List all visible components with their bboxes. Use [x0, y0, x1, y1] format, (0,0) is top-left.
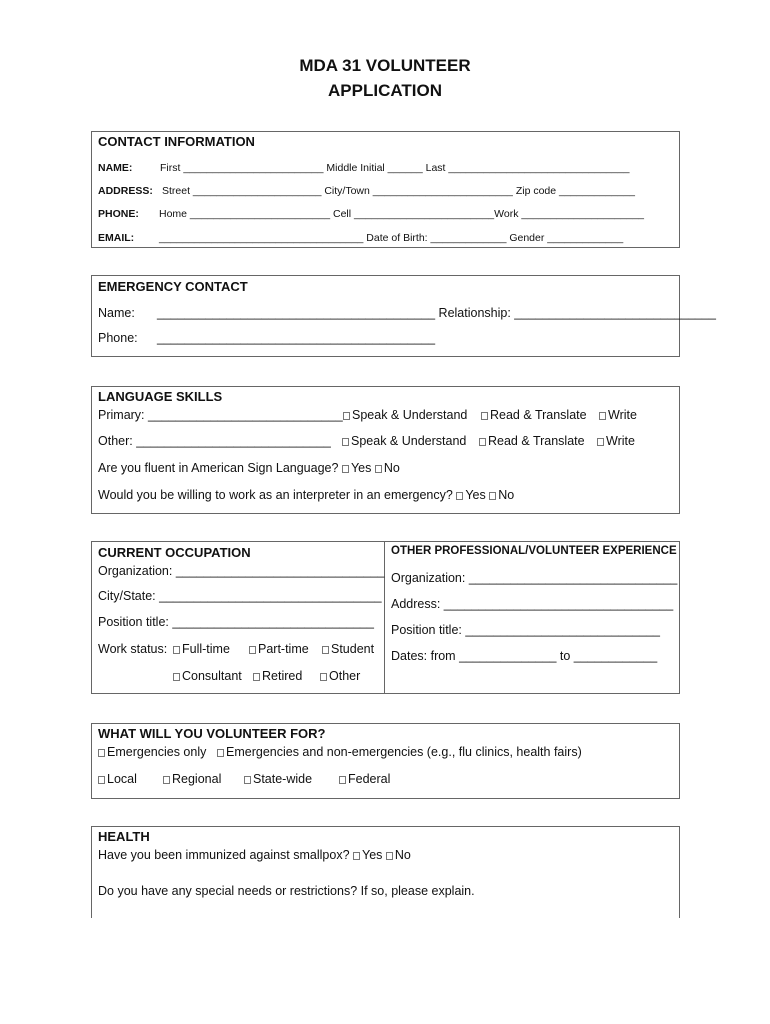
- occupation-heading: CURRENT OCCUPATION: [98, 545, 251, 560]
- emergency-name-field[interactable]: ________________________________________ Relationship: _____________________________: [157, 306, 716, 320]
- health-heading: HEALTH: [98, 829, 150, 844]
- experience-address-field[interactable]: Address: _________________________________: [391, 597, 674, 611]
- occupation-city-field[interactable]: City/State: ________________________________: [98, 589, 382, 603]
- primary-write-option[interactable]: [599, 408, 637, 422]
- checkbox-icon: [244, 776, 251, 784]
- local-label: Local: [107, 772, 137, 786]
- emergency-phone-label: Phone:: [98, 331, 138, 345]
- checkbox-icon: [253, 673, 260, 681]
- statewide-label: State-wide: [253, 772, 313, 786]
- health-section: [91, 826, 680, 918]
- full-time-option[interactable]: [173, 642, 230, 656]
- checkbox-icon: [353, 852, 360, 860]
- checkbox-icon: [597, 438, 604, 446]
- other-label: Other: [329, 669, 361, 683]
- checkbox-icon: [173, 646, 180, 654]
- checkbox-icon: [386, 852, 393, 860]
- interpreter-question: [98, 488, 514, 502]
- occupation-position-field[interactable]: Position title: _____________________________: [98, 615, 374, 629]
- interpreter-question-text: Would you be willing to work as an interpreter in an emergency?: [98, 488, 453, 502]
- statewide-option[interactable]: [244, 772, 312, 786]
- emergencies-non-label: Emergencies and non-emergencies (e.g., flu clinics, health fairs): [226, 745, 582, 759]
- smallpox-question: [98, 848, 411, 862]
- checkbox-icon: [489, 492, 496, 500]
- address-fields[interactable]: Street ______________________ City/Town ________________________ Zip code _____________: [162, 185, 635, 197]
- other-read-option[interactable]: [479, 434, 585, 448]
- other-speak-option[interactable]: [342, 434, 466, 448]
- primary-language-field[interactable]: Primary: ____________________________: [98, 408, 343, 422]
- asl-yes-option[interactable]: [342, 461, 371, 475]
- email-fields[interactable]: ___________________________________ Date of Birth: _____________ Gender _____________: [159, 232, 624, 244]
- phone-label: PHONE:: [98, 208, 139, 220]
- interpreter-no-option[interactable]: [489, 488, 514, 502]
- smallpox-yes-option[interactable]: [353, 848, 382, 862]
- contact-heading: CONTACT INFORMATION: [98, 134, 255, 149]
- smallpox-yes-label: Yes: [362, 848, 383, 862]
- smallpox-no-label: No: [394, 848, 411, 862]
- checkbox-icon: [249, 646, 256, 654]
- emergencies-non-option[interactable]: [217, 745, 582, 759]
- federal-label: Federal: [348, 772, 391, 786]
- asl-no-option[interactable]: [375, 461, 400, 475]
- checkbox-icon: [173, 673, 180, 681]
- language-heading: LANGUAGE SKILLS: [98, 389, 223, 404]
- other-language-field[interactable]: Other: ____________________________: [98, 434, 331, 448]
- other-read-label: Read & Translate: [488, 434, 585, 448]
- checkbox-icon: [343, 412, 350, 420]
- checkbox-icon: [217, 749, 224, 757]
- part-time-option[interactable]: [249, 642, 309, 656]
- primary-speak-label: Speak & Understand: [352, 408, 468, 422]
- regional-label: Regional: [172, 772, 222, 786]
- address-label: ADDRESS:: [98, 185, 153, 197]
- title-line-2: APPLICATION: [328, 81, 442, 100]
- checkbox-icon: [98, 749, 105, 757]
- phone-fields[interactable]: Home ________________________ Cell ________________________Work _____________________: [159, 208, 645, 220]
- experience-org-field[interactable]: Organization: ______________________________: [391, 571, 678, 585]
- smallpox-no-option[interactable]: [386, 848, 411, 862]
- asl-yes-label: Yes: [350, 461, 372, 475]
- occupation-org-field[interactable]: Organization: ______________________________: [98, 564, 385, 578]
- email-label: EMAIL:: [98, 232, 135, 244]
- full-time-label: Full-time: [182, 642, 230, 656]
- checkbox-icon: [342, 465, 349, 473]
- experience-dates-field[interactable]: Dates: from ______________ to ____________: [391, 649, 658, 663]
- other-write-label: Write: [606, 434, 635, 448]
- primary-read-label: Read & Translate: [490, 408, 587, 422]
- asl-question-text: Are you fluent in American Sign Language?: [98, 461, 339, 475]
- emergencies-only-label: Emergencies only: [107, 745, 207, 759]
- regional-option[interactable]: [163, 772, 221, 786]
- other-write-option[interactable]: [597, 434, 635, 448]
- smallpox-question-text: Have you been immunized against smallpox?: [98, 848, 350, 862]
- name-fields[interactable]: First ________________________ Middle Initial ______ Last _______________________________: [160, 162, 630, 174]
- checkbox-icon: [342, 438, 349, 446]
- emergency-phone-field[interactable]: ________________________________________: [157, 331, 436, 345]
- asl-no-label: No: [383, 461, 400, 475]
- special-needs-question: Do you have any special needs or restrictions? If so, please explain.: [98, 884, 475, 898]
- student-option[interactable]: [322, 642, 374, 656]
- primary-read-option[interactable]: [481, 408, 587, 422]
- emergency-heading: EMERGENCY CONTACT: [98, 279, 248, 294]
- checkbox-icon: [456, 492, 463, 500]
- consultant-label: Consultant: [182, 669, 242, 683]
- primary-write-label: Write: [608, 408, 637, 422]
- retired-label: Retired: [262, 669, 303, 683]
- student-label: Student: [331, 642, 375, 656]
- volunteer-heading: WHAT WILL YOU VOLUNTEER FOR?: [98, 726, 326, 741]
- other-option[interactable]: [320, 669, 360, 683]
- interpreter-yes-option[interactable]: [456, 488, 485, 502]
- checkbox-icon: [481, 412, 488, 420]
- experience-position-field[interactable]: Position title: ____________________________: [391, 623, 660, 637]
- other-speak-label: Speak & Understand: [351, 434, 467, 448]
- page-title: [0, 53, 770, 103]
- experience-heading: OTHER PROFESSIONAL/VOLUNTEER EXPERIENCE: [391, 545, 677, 557]
- checkbox-icon: [599, 412, 606, 420]
- asl-question: [98, 461, 400, 475]
- checkbox-icon: [322, 646, 329, 654]
- local-option[interactable]: [98, 772, 137, 786]
- emergencies-only-option[interactable]: [98, 745, 206, 759]
- checkbox-icon: [479, 438, 486, 446]
- checkbox-icon: [320, 673, 327, 681]
- part-time-label: Part-time: [258, 642, 309, 656]
- interpreter-yes-label: Yes: [465, 488, 486, 502]
- checkbox-icon: [163, 776, 170, 784]
- work-status-label: Work status:: [98, 642, 168, 656]
- checkbox-icon: [375, 465, 382, 473]
- consultant-option[interactable]: [173, 669, 242, 683]
- retired-option[interactable]: [253, 669, 302, 683]
- primary-speak-option[interactable]: [343, 408, 467, 422]
- title-line-1: MDA 31 VOLUNTEER: [299, 56, 471, 75]
- emergency-name-label: Name:: [98, 306, 135, 320]
- interpreter-no-label: No: [498, 488, 515, 502]
- checkbox-icon: [339, 776, 346, 784]
- federal-option[interactable]: [339, 772, 390, 786]
- checkbox-icon: [98, 776, 105, 784]
- name-label: NAME:: [98, 162, 133, 174]
